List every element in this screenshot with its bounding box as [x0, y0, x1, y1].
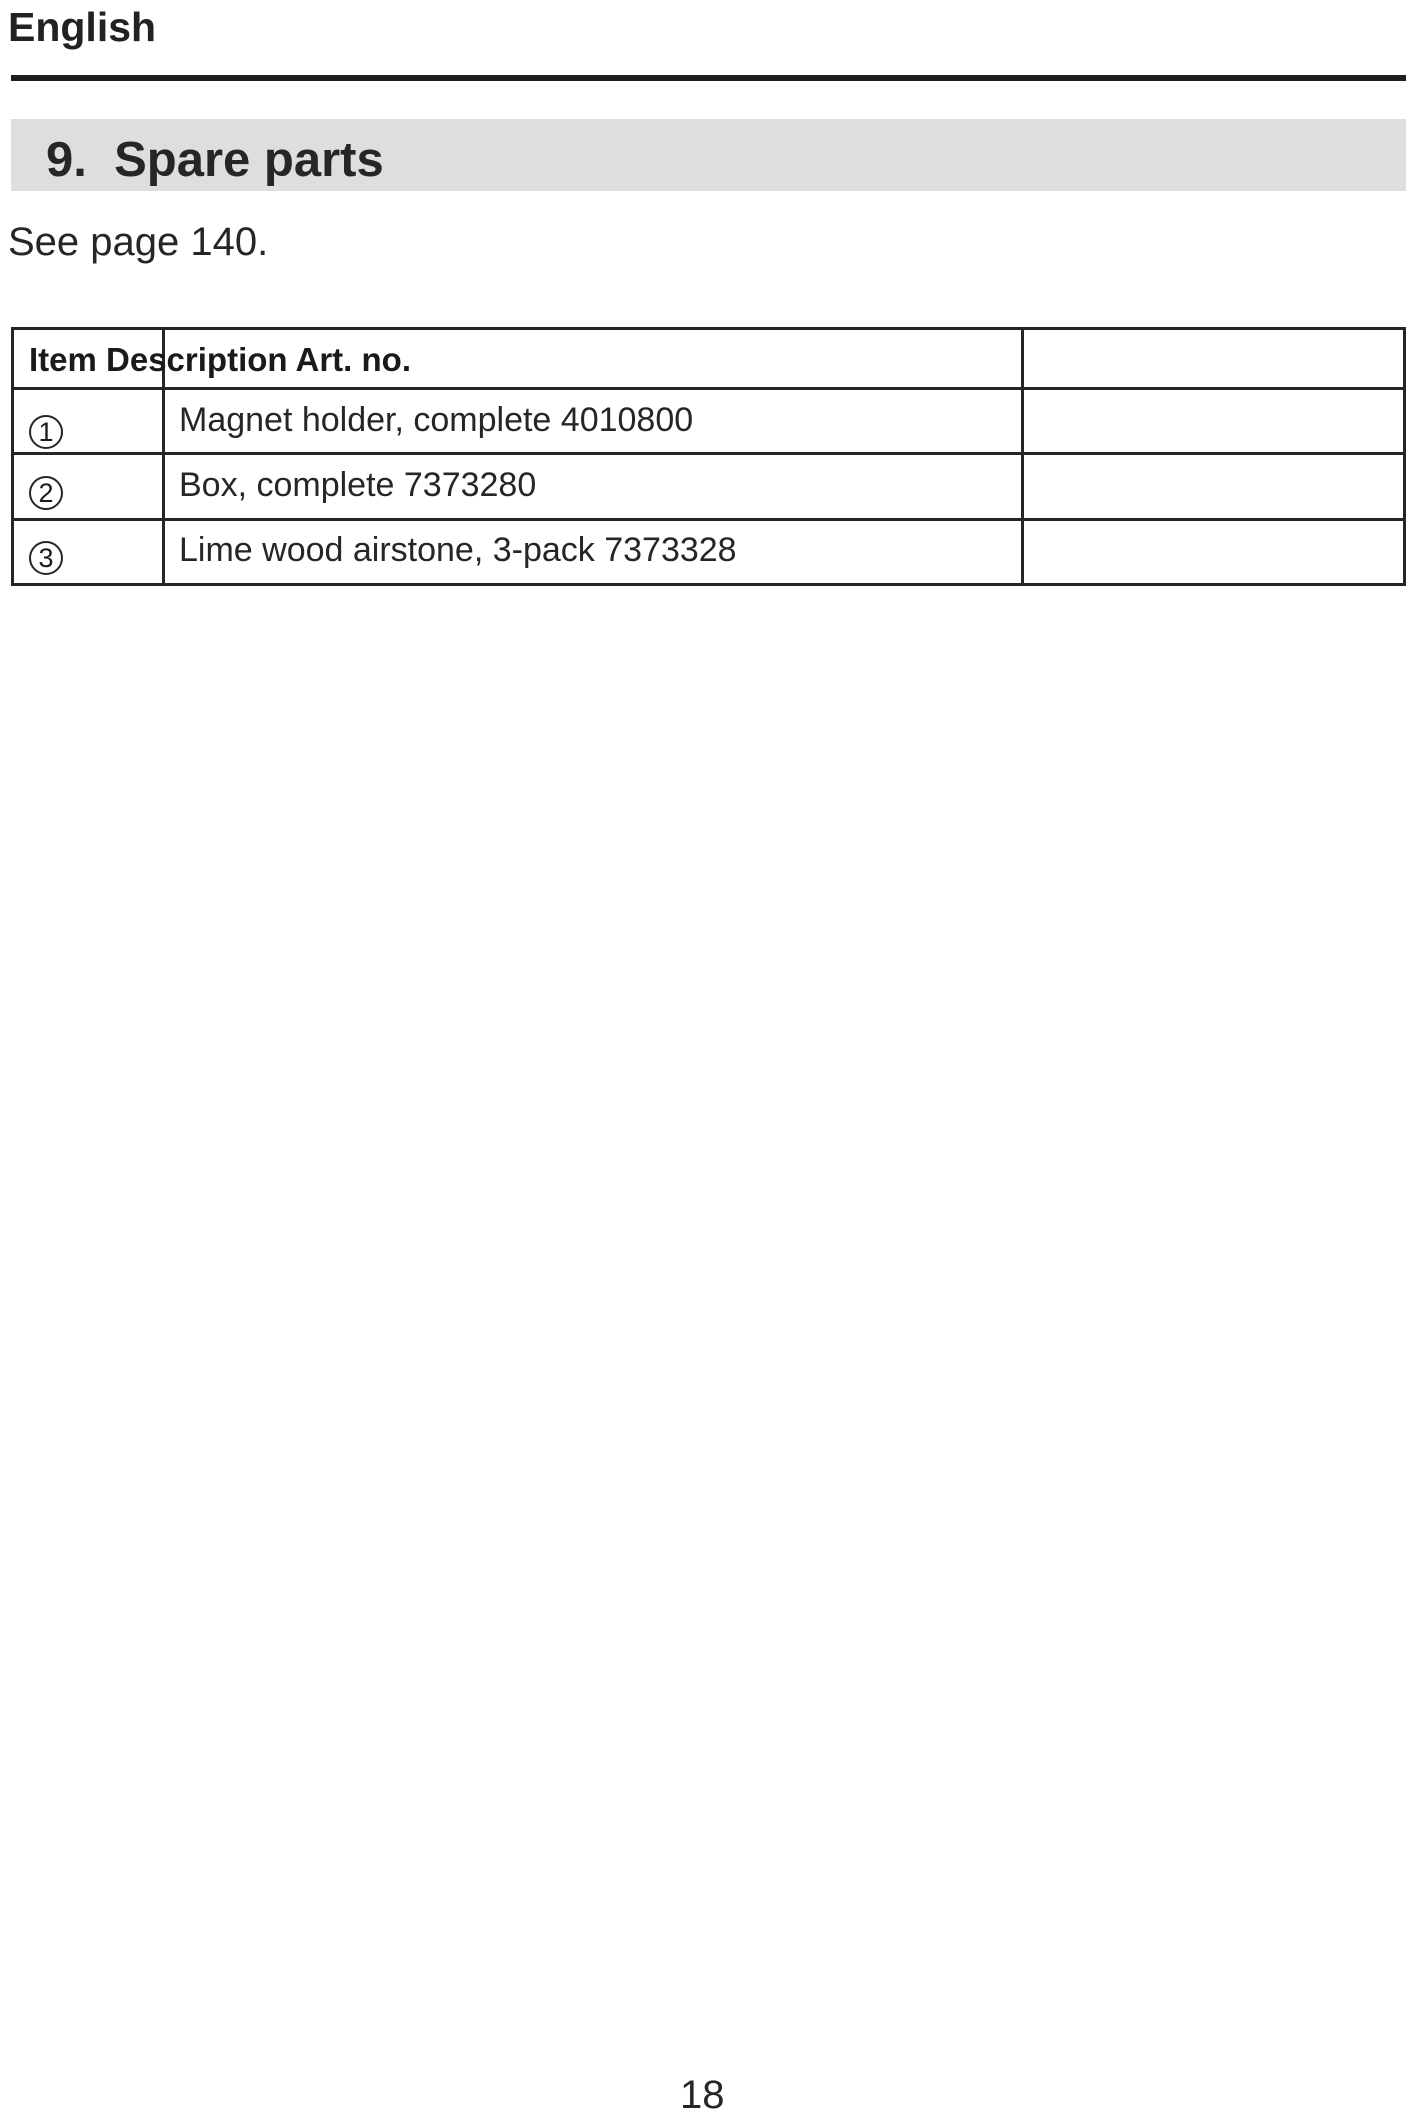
part-description: Lime wood airstone, 3-pack 7373328 [179, 531, 737, 569]
header-divider [11, 75, 1406, 81]
item-number-badge: 1 [29, 415, 63, 449]
part-description: Box, complete 7373280 [179, 466, 537, 504]
spare-parts-table [11, 327, 1406, 586]
section-title: Spare parts [114, 133, 384, 187]
item-number-badge: 3 [29, 541, 63, 575]
part-description: Magnet holder, complete 4010800 [179, 401, 694, 439]
table-column-divider [1021, 330, 1024, 583]
language-label: English [8, 4, 157, 50]
table-row-divider [14, 452, 1403, 455]
table-row-divider [14, 387, 1403, 390]
item-number-badge: 2 [29, 476, 63, 510]
section-heading [46, 130, 384, 190]
section-number: 9. [46, 133, 87, 187]
page-number: 18 [680, 2073, 725, 2117]
table-header: Item Description Art. no. [29, 341, 411, 378]
table-row-divider [14, 518, 1403, 521]
see-page-note: See page 140. [8, 220, 269, 264]
